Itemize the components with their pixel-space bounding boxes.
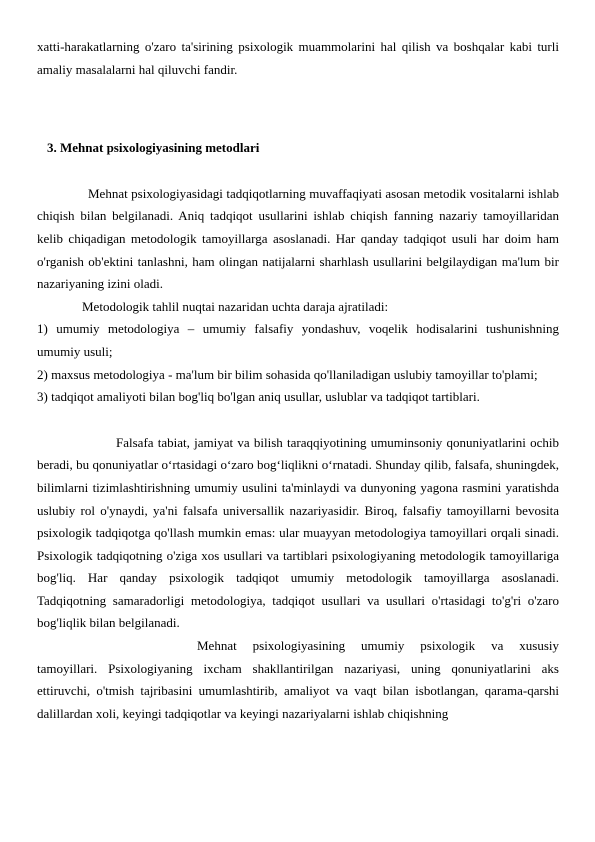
- document-page: [37, 36, 559, 725]
- paragraph-principles: Mehnat psixologiyasining umumiy psixologik va xususiy tamoyillari. Psixologiyaning ixcham shakllantirilgan nazariyasi, uning qonuniyatlarini aks ettiruvchi, o'tmish tajribasini umumlashtirib, amaliyot va vaqt bilan isbotlangan, qarama-qarshi dalillardan xoli, keyingi tadqiqotlar va keyingi nazariyalarni ishlab chiqishning: [37, 638, 559, 721]
- paragraph-philosophy: Falsafa tabiat, jamiyat va bilish taraqqiyotining umuminsoniy qonuniyatlarini ochib beradi, bu qonuniyatlar o‘rtasidagi o‘zaro bog‘liqlikni o‘rnatadi. Shunday qilib, falsafa, shuningdek, bilimlarni tizimlashtirishning umumiy usulini ta'minlaydi va dunyoning yagona rasmini yaratishda uslubiy rol o'ynaydi, ya'ni falsafa universallik nazariyasidir. Biroq, falsafiy tamoyillarni bevosita psixologik tadqiqotga qo'llash mumkin emas: ular muayyan metodologiya tamoyillari orqali sinadi. Psixologik tadqiqotning o'ziga xos usullari va tartiblari psixologiyaning metodologik tamoyillariga bog'liq. Har qanday psixologik tadqiqot umumiy metodologik tamoyillarga asoslanadi. Tadqiqotning samaradorligi metodologiya, tadqiqot usullari va usullari o'rtasidagi to'g'ri o'zaro bog'liqlik bilan belgilanadi.: [37, 434, 559, 631]
- section-heading: 3. Mehnat psixologiyasining metodlari: [47, 140, 260, 156]
- paragraph-methods-success: Mehnat psixologiyasidagi tadqiqotlarning muvaffaqiyati asosan metodik vositalarni ishlab chiqish bilan belgilanadi. Aniq tadqiqot usullarini ishlab chiqish fanning nazariy tamoyillaridan kelib chiqadigan metodologik tamoyillarga asoslanadi. Har qanday tadqiqot usuli har doim ham o'rganish ob'ektini tanlashni, ham olingan natijalarni sharhlash usullarini belgilaydigan ma'lum bir nazariyaning izini oladi.: [37, 185, 559, 292]
- list-item-specific-methods: 3) tadqiqot amaliyoti bilan bog'liq bo'lgan aniq usullar, uslublar va tadqiqot tartiblari.: [37, 389, 480, 405]
- list-item-special-methodology: 2) maxsus metodologiya - ma'lum bir bilim sohasida qo'llaniladigan uslubiy tamoyillar to'plami;: [37, 366, 538, 382]
- paragraph-levels-intro: Metodologik tahlil nuqtai nazaridan uchta daraja ajratiladi:: [82, 298, 389, 314]
- list-item-general-methodology: 1) umumiy metodologiya – umumiy falsafiy yondashuv, voqelik hodisalarini tushunishning umumiy usuli;: [37, 321, 559, 359]
- intro-paragraph: xatti-harakatlarning o'zaro ta'sirining psixologik muammolarini hal qilish va boshqalar kabi turli amaliy masalalarni hal qiluvchi fandir.: [37, 39, 559, 77]
